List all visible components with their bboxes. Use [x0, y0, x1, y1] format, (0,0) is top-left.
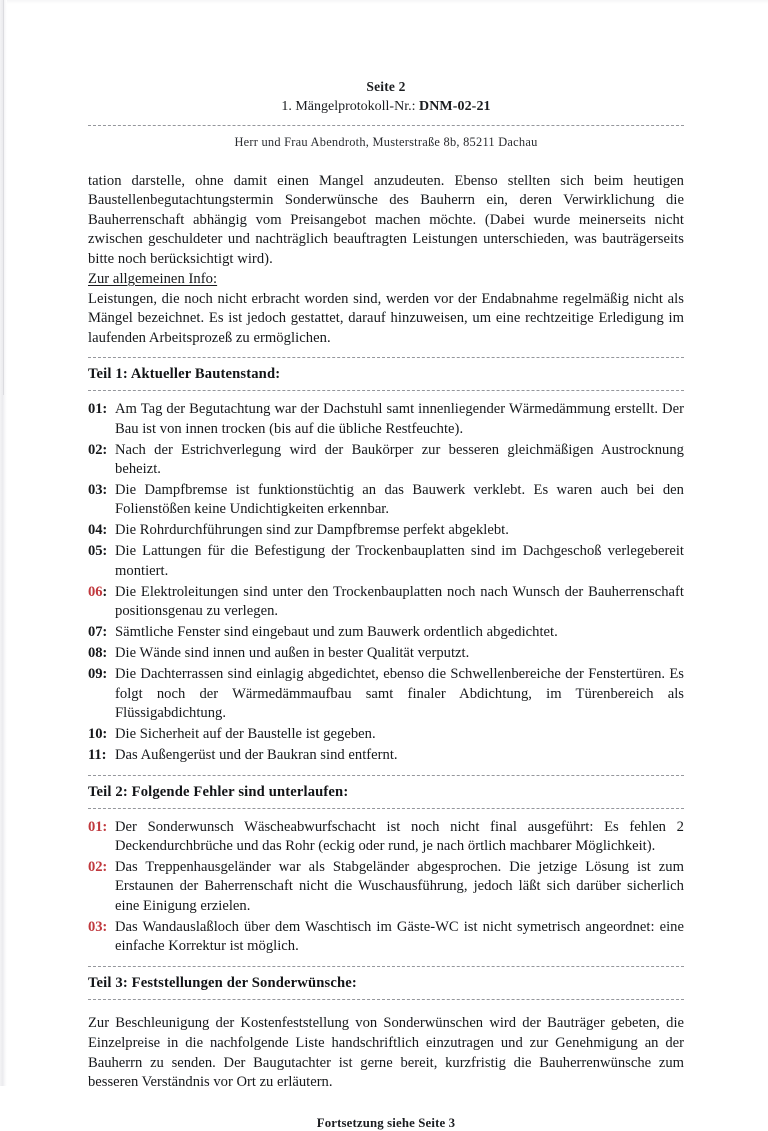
- defect-item-text: Die Sicherheit auf der Baustelle ist gegeben.: [115, 726, 376, 743]
- part1-heading: Teil 1: Aktueller Bautenstand:: [88, 366, 281, 383]
- document-header: [88, 78, 684, 118]
- part2-item-list: [88, 818, 684, 957]
- part2-divider-top: [88, 775, 684, 776]
- defect-item-number: 02:: [88, 858, 108, 875]
- defect-item-text: Das Treppenhausgeländer war als Stabgeländer abgesprochen. Die jetzige Lösung ist zum Erstaunen der Baherrenschaft nicht die Wuschausführung, jedoch läßt sich darüber sicherlich eine Einigung erzielen.: [115, 858, 684, 914]
- intro-block: [88, 172, 684, 348]
- defect-item-text: Sämtliche Fenster sind eingebaut und zum Bauwerk ordentlich abgedichtet.: [115, 624, 558, 641]
- defect-item-number: 08:: [88, 645, 108, 662]
- header-divider: [88, 125, 684, 126]
- defect-item-number: 06:: [88, 583, 108, 600]
- defect-item-text: Die Wände sind innen und außen in bester Qualität verputzt.: [115, 645, 470, 662]
- defect-item-text: Der Sonderwunsch Wäscheabwurfschacht ist noch nicht final ausgeführt: Es fehlen 2 Deckendurchbrüche und das Rohr (eckig oder rund, je nach örtlich machbarer Möglichkeit).: [115, 818, 684, 854]
- part1-divider-bottom: [88, 390, 684, 391]
- defect-item-text: Die Elektroleitungen sind unter den Trockenbauplatten noch nach Wunsch der Bauherrenschaft positionsgenau zu verlegen.: [115, 583, 684, 620]
- defect-item: [88, 481, 684, 520]
- defect-item: [88, 521, 684, 540]
- defect-item: [88, 725, 684, 744]
- defect-item-number: 10:: [88, 726, 108, 743]
- defect-item-number: 01:: [88, 818, 108, 835]
- defect-item: [88, 665, 684, 723]
- defect-item-number: 11:: [88, 747, 107, 764]
- general-info-heading-wrap: [88, 269, 684, 289]
- defect-item-text: Die Dachterrassen sind einlagig abgedichtet, ebenso die Schwellenbereiche der Fenstertüren. Es folgt noch der Wärmedämmaufbau samt finaler Abdichtung, im Türenbereich als Flüssigabdichtung.: [115, 666, 684, 722]
- defect-item-number: 04:: [88, 522, 108, 539]
- part3-divider-bottom: [88, 999, 684, 1000]
- defect-item-number: 02:: [88, 441, 108, 458]
- defect-item-number: 01:: [88, 401, 108, 418]
- defect-item: [88, 441, 684, 480]
- defect-item: [88, 818, 684, 857]
- defect-item: [88, 583, 684, 622]
- defect-item: [88, 746, 684, 765]
- defect-item: [88, 400, 684, 439]
- scan-edge-left: [0, 0, 7, 1086]
- part2-divider-bottom: [88, 808, 684, 809]
- defect-item: [88, 623, 684, 642]
- protocol-number: DNM-02-21: [418, 99, 491, 115]
- intro-paragraph: tation darstelle, ohne damit einen Mangel anzudeuten. Ebenso stellten sich beim heutigen Baustellenbegutachtungstermin Sonderwünsche des Bauherrn ein, deren Verwirklichung die Bauherrenschaft abhängig vom Preisangebot machen möchte. (Dabei wurde meinerseits nicht zwischen geschuldeter und nachträglich beauftragten Leistungen unterschieden, was bauträgerseits bitte noch berücksichtigt wird).: [88, 172, 684, 267]
- defect-item: [88, 644, 684, 663]
- defect-item: [88, 858, 684, 916]
- page-number-label: Seite 2: [366, 79, 406, 94]
- part1-divider-top: [88, 357, 684, 358]
- document-content: [88, 78, 684, 1131]
- defect-item-number: 03:: [88, 481, 108, 498]
- defect-item-text: Die Rohrdurchführungen sind zur Dampfbremse perfekt abgeklebt.: [115, 522, 509, 539]
- protocol-prefix-label: 1. Mängelprotokoll-Nr.:: [281, 99, 416, 115]
- part3-paragraph: Zur Beschleunigung der Kostenfeststellung von Sonderwünschen wird der Bauträger gebeten, die Einzelpreise in die nachfolgende Liste handschriftlich einzutragen und zur Genehmigung an der Bauherrn zu senden. Der Baugutachter ist gerne bereit, kurzfristig die Bauherrenwünsche zum besseren Verständnis vor Ort zu erläutern.: [88, 1015, 684, 1091]
- part3-block: [88, 1014, 684, 1093]
- scan-edge-left-line: [3, 0, 4, 395]
- defect-item: [88, 918, 684, 957]
- continuation-note: Fortsetzung siehe Seite 3: [316, 1116, 456, 1131]
- defect-item-text: Die Dampfbremse ist funktionstüchtig an das Bauwerk verklebt. Es waren auch bei den Folienstößen keine Undichtigkeiten erkennbar.: [115, 481, 684, 518]
- client-address-line: Herr und Frau Abendroth, Musterstraße 8b, 85211 Dachau: [234, 134, 538, 149]
- general-info-paragraph: Leistungen, die noch nicht erbracht worden sind, werden vor der Endabnahme regelmäßig nicht als Mängel bezeichnet. Es ist jedoch gestattet, darauf hinzuweisen, um eine rechtzeitige Erledigung im laufenden Arbeitsprozeß zu ermöglichen.: [88, 290, 684, 346]
- part2-heading: Teil 2: Folgende Fehler sind unterlaufen:: [88, 783, 349, 800]
- defect-item-text: Am Tag der Begutachtung war der Dachstuhl samt innenliegender Wärmedämmung erstellt. Der Bau ist von innen trocken (bis auf die übliche Restfeuchte).: [115, 401, 684, 437]
- defect-item-text: Das Wandauslaßloch über dem Waschtisch im Gäste-WC ist nicht symetrisch angeordnet: eine einfache Korrektur ist möglich.: [115, 918, 684, 955]
- defect-item-number: 03:: [88, 918, 108, 935]
- defect-item-number: 07:: [88, 624, 108, 641]
- part3-heading: Teil 3: Feststellungen der Sonderwünsche:: [88, 974, 357, 991]
- part1-item-list: [88, 400, 684, 765]
- part3-divider-top: [88, 966, 684, 967]
- defect-item-text: Das Außengerüst und der Baukran sind entfernt.: [115, 747, 398, 764]
- general-info-heading: Zur allgemeinen Info:: [88, 271, 218, 288]
- defect-item-number: 09:: [88, 666, 108, 683]
- defect-item: [88, 542, 684, 581]
- defect-item-text: Nach der Estrichverlegung wird der Baukörper zur besseren gleichmäßigen Austrocknung beheizt.: [115, 441, 684, 477]
- protocol-line: [88, 97, 684, 117]
- defect-item-number: 05:: [88, 543, 108, 560]
- defect-item-text: Die Lattungen für die Befestigung der Trockenbauplatten sind im Dachgeschoß verlegebereit montiert.: [115, 543, 684, 579]
- scan-edge-top: [0, 0, 768, 4]
